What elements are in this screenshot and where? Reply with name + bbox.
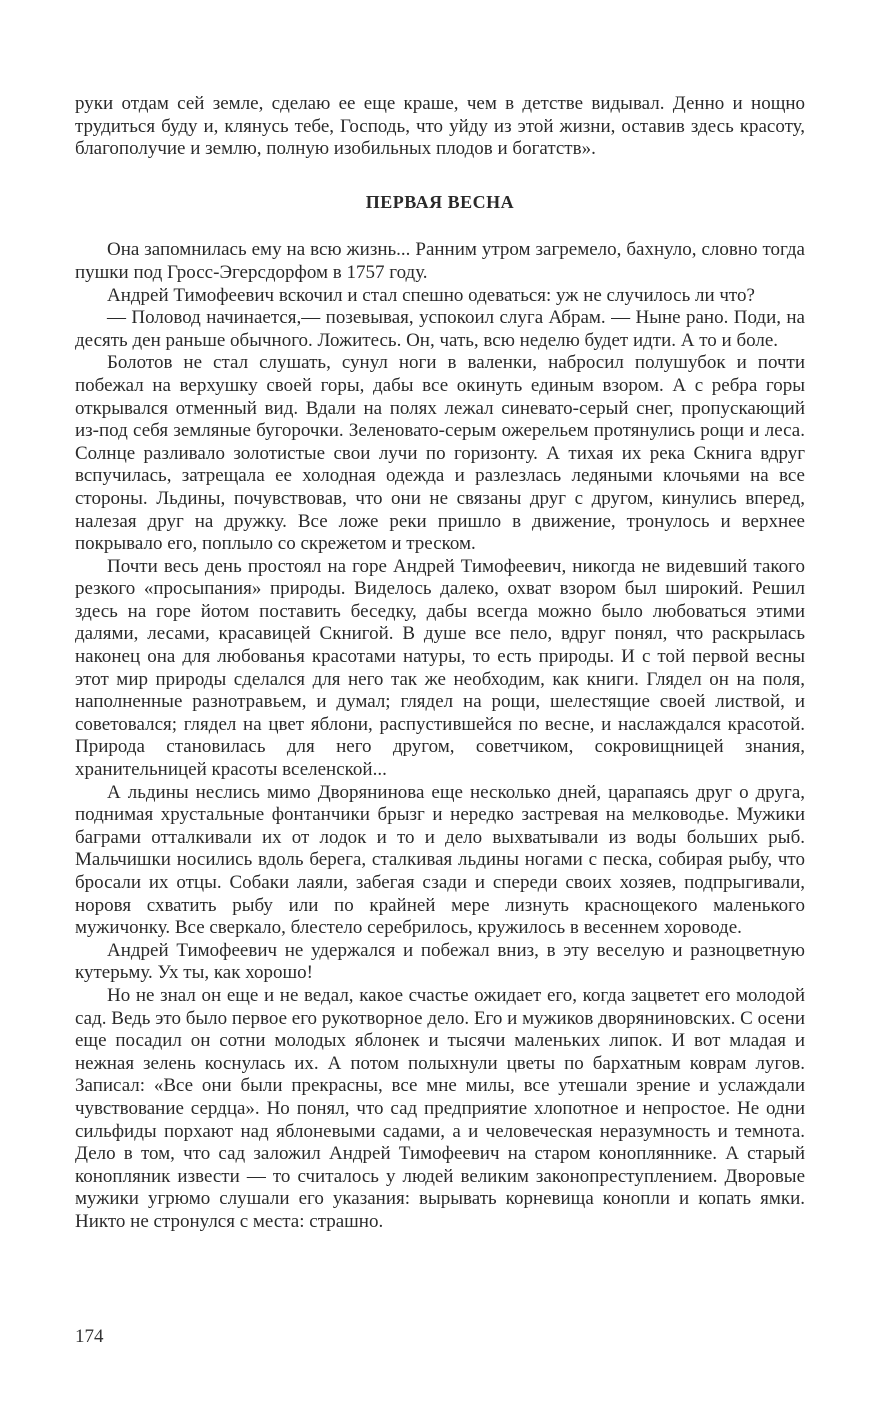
paragraph: Она запомнилась ему на всю жизнь... Ранним утром загремело, бахнуло, словно тогда пушки под Гросс-Эгерсдорфом в 1757 году. [75, 239, 805, 283]
page-text [75, 93, 805, 1234]
continuation-paragraph: руки отдам сей земле, сделаю ее еще краше, чем в детстве видывал. Денно и нощно трудиться буду и, клянусь тебе, Господь, что уйду из этой жизни, оставив здесь красоту, благополучие и землю, полную изобильных плодов и богатств». [75, 93, 805, 160]
chapter-title: ПЕРВАЯ ВЕСНА [365, 191, 515, 212]
paragraph: Андрей Тимофеевич не удержался и побежал вниз, в эту веселую и разноцветную кутерьму. Ух ты, как хорошо! [75, 939, 805, 984]
paragraph: Болотов не стал слушать, сунул ноги в валенки, набросил полушубок и почти побежал на верхушку своей горы, дабы все окинуть единым взором. А с ребра горы открывался отменный вид. Вдали на полях лежал синевато-серый снег, пропускающий из-под себя земляные бугорочки. Зеленовато-серым ожерельем протянулись рощи и леса. Солнце разливало золотистые свои лучи по горизонту. А тихая их река Скнига вдруг вспучилась, затрещала ее холодная одежда и разлезлась ледяными клочьями на все стороны. Льдины, почувствовав, что они не связаны друг с другом, кинулись вперед, налезая друг на дружку. Все ложе реки пришло в движение, тронулось и верхнее покрывало его, поплыло со скрежетом и треском. [75, 352, 805, 555]
paragraph: — Половод начинается,— позевывая, успокоил слуга Абрам. — Ныне рано. Поди, на десять ден раньше обычного. Ложитесь. Он, чать, всю неделю будет идти. А то и боле. [75, 307, 805, 351]
paragraph: Почти весь день простоял на горе Андрей Тимофеевич, никогда не видевший такого резкого «просыпания» природы. Виделось далеко, охват взором был широкий. Решил здесь на горе йотом поставить беседку, дабы всегда можно было любоваться этими далями, лесами, красавицей Скнигой. В душе все пело, вдруг понял, что раскрылась наконец она для любованья красотами натуры, то есть природы. И с той первой весны этот мир природы сделался для него так же необходим, как книги. Глядел он на поля, наполненные разнотравьем, и думал; глядел на рощи, шелестящие своей листвой, и советовался; глядел на цвет яблони, распустившейся по весне, и наслаждался красотой. Природа становилась для него другом, советчиком, сокровищницей знания, хранительницей красоты вселенской... [75, 555, 805, 781]
paragraph: Но не знал он еще и не ведал, какое счастье ожидает его, когда зацветет его молодой сад. Ведь это было первое его рукотворное дело. Его и мужиков дворяниновских. С осени еще посадил он сотни молодых яблонек и тысячи маленьких липок. И вот младая и нежная зелень коснулась их. А потом полыхнули цветы по бархатным коврам лугов. Записал: «Все они были прекрасны, все мне милы, все утешали зрение и услаждали чувствование сердца». Но понял, что сад предприятие хлопотное и непростое. Не одни сильфиды порхают над яблоневыми садами, а и человеческая неразумность и темнота. Дело в том, что сад заложил Андрей Тимофеевич на старом конопляннике. А старый конопляник извести — то считалось у людей великим законопреступлением. Дворовые мужики угрюмо слушали его указания: вырывать корневища конопли и копать ямки. Никто не стронулся с места: страшно. [75, 984, 805, 1232]
paragraph: А льдины неслись мимо Дворянинова еще несколько дней, царапаясь друг о друга, поднимая хрустальные фонтанчики брызг и нередко застревая на мелководье. Мужики баграми отталкивали их от лодок и то и дело выхватывали из воды больших рыб. Мальчишки носились вдоль берега, сталкивая льдины ногами с песка, собирая рыбу, что бросали их отцы. Собаки лаяли, забегая сзади и спереди своих хозяев, подпрыгивали, норовя схватить рыбу или по крайней мере лизнуть краснощекого маленького мужичонку. Все сверкало, блестело серебрилось, кружилось в весеннем хороводе. [75, 781, 805, 939]
page-number: 174 [75, 1326, 104, 1347]
paragraph: Андрей Тимофеевич вскочил и стал спешно одеваться: уж не случилось ли что? [107, 284, 755, 306]
